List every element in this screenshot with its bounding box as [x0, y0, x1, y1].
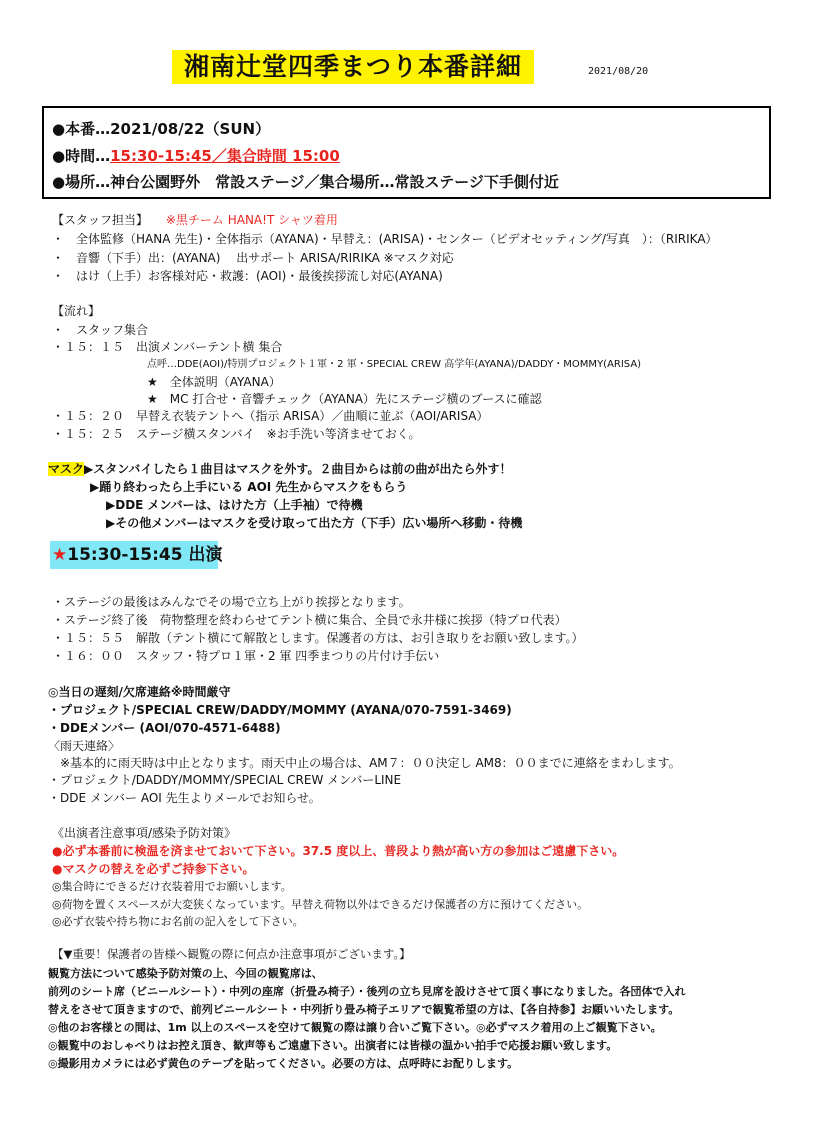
rain-line: ・DDE メンバー AOI 先生よりメールでお知らせ。: [48, 791, 321, 805]
guardians-heading: 【▼重要！保護者の皆様へ観覧の際に何点か注意事項がございます。】: [52, 947, 411, 961]
performance-date-row: [52, 118, 270, 139]
contact-heading: ◎当日の遅刻/欠席連絡※時間厳守: [48, 685, 231, 699]
after-line: ・ステージ終了後 荷物整理を終わらせてテント横に集合、全員で永井様に挨拶（特プロ代表）: [52, 613, 567, 627]
mask-line: ▶DDE メンバーは、はけた方（上手袖）で待機: [106, 498, 363, 512]
location: 場所…神台公園野外 常設ステージ／集合場所…常設ステージ下手側付近: [65, 173, 559, 191]
notes-red-line: ●マスクの替えを必ずご持参下さい。: [52, 862, 255, 876]
mask-row: [48, 460, 511, 477]
time-value: 15:30-15:45／集合時間 15:00: [110, 147, 340, 165]
notes-red-line: ●必ず本番前に検温を済ませておいて下さい。37.5 度以上、普段より熱が高い方の参加はご遠慮下さい。: [52, 844, 625, 858]
star-icon: ★: [52, 545, 68, 565]
mask-label: マスク: [48, 462, 85, 476]
notes-line: ◎荷物を置くスペースが大変狭くなっています。早替え荷物以外はできるだけ保護者の方に預けてください。: [52, 898, 589, 911]
bullet-icon: ●: [52, 120, 66, 138]
performance-label: 15:30-15:45 出演: [67, 545, 223, 565]
guardians-line: ◎観覧中のおしゃべりはお控え頂き、歓声等もご遠慮下さい。出演者には皆様の温かい拍手で応援お願い致します。: [48, 1039, 618, 1052]
after-line: ・１５：５５ 解散（テント横にて解散とします。保護者の方は、お引き取りをお願い致します。）: [52, 631, 584, 645]
flow-line: ・１５：２５ ステージ横スタンバイ ※お手洗い等済ませておく。: [52, 427, 421, 441]
contact-dde: ・DDEメンバー (AOI/070-4571-6488): [48, 721, 281, 735]
guardians-line: ◎他のお客様との間は、1m 以上のスペースを空けて観覧の際は譲り合いご覧下さい。◎必ずマスク着用の上ご観覧下さい。: [48, 1021, 662, 1034]
main-info-box: [42, 106, 771, 199]
performance-banner: [50, 541, 223, 569]
mask-line: ▶踊り終わったら上手にいる AOI 先生からマスクをもらう: [90, 480, 408, 494]
flow-line: ★ 全体説明（AYANA）: [147, 375, 281, 389]
staff-heading: 【スタッフ担当】: [52, 213, 149, 227]
time-row: [52, 145, 340, 166]
time-label: 時間…: [65, 147, 111, 165]
guardians-line: ◎撮影用カメラには必ず黄色のテープを貼ってください。必要の方は、点呼時にお配りします。: [48, 1057, 519, 1070]
page-title: 湘南辻堂四季まつり本番詳細: [172, 50, 534, 84]
notes-line: ◎必ず衣装や持ち物にお名前の記入をして下さい。: [52, 915, 304, 928]
flow-roll-call: 点呼…DDE(AOI)/特別プロジェクト１軍・2 軍・SPECIAL CREW 高学年(AYANA)/DADDY・MOMMY(ARISA): [147, 359, 642, 370]
flow-heading: 【流れ】: [52, 304, 101, 318]
staff-line: ・ 音響（下手）出：(AYANA) 出サポート ARISA/RIRIKA ※マスク対応: [52, 251, 454, 265]
flow-line: ★ MC 打合せ・音響チェック（AYANA）先にステージ横のブースに確認: [147, 392, 542, 406]
flow-line: ・ スタッフ集合: [52, 323, 149, 337]
guardians-line: 観覧方法について感染予防対策の上、今回の観覧席は、: [48, 967, 323, 980]
staff-line: ・ 全体監修（HANA 先生)・全体指示（AYANA)・早替え：(ARISA)・センター（ビデオセッティング/写真 ）：（RIRIKA）: [52, 232, 718, 246]
rain-line: ・プロジェクト/DADDY/MOMMY/SPECIAL CREW メンバーLINE: [48, 773, 402, 787]
bullet-icon: ●: [52, 147, 66, 165]
guardians-line: 前列のシート席（ビニールシート）・中列の座席（折畳み椅子）・後列の立ち見席を設けさせて頂く事になりました。各団体で入れ: [48, 985, 686, 998]
staff-note: ※黒チーム HANA!T シャツ着用: [165, 213, 338, 227]
document-date: 2021/08/20: [588, 66, 649, 77]
rain-heading: 〈雨天連絡〉: [48, 739, 121, 753]
notes-line: ◎集合時にできるだけ衣装着用でお願いします。: [52, 880, 292, 893]
mask-line: ▶その他メンバーはマスクを受け取って出た方（下手）広い場所へ移動・待機: [106, 516, 523, 530]
staff-heading-row: [52, 211, 338, 228]
after-line: ・１６：００ スタッフ・特プロ１軍・2 軍 四季まつりの片付け手伝い: [52, 649, 440, 663]
after-line: ・ステージの最後はみんなでその場で立ち上がり挨拶となります。: [52, 595, 411, 609]
staff-line: ・ はけ（上手）お客様対応・救護：(AOI)・最後挨拶流し対応(AYANA): [52, 269, 443, 283]
contact-project: ・プロジェクト/SPECIAL CREW/DADDY/MOMMY (AYANA/070-7591-3469): [48, 703, 512, 717]
location-row: [52, 171, 559, 192]
bullet-icon: ●: [52, 173, 66, 191]
flow-line: ・１５：１５ 出演メンバーテント横 集合: [52, 340, 283, 354]
rain-line: ※基本的に雨天時は中止となります。雨天中止の場合は、AM７：００決定し AM8：００までに連絡をまわします。: [60, 756, 681, 770]
guardians-line: 替えをさせて頂きますので、前列ビニールシート・中列折り畳み椅子エリアで観覧希望の方は、【各自持参】お願いいたします。: [48, 1003, 680, 1016]
performance-date: 本番…2021/08/22（SUN）: [65, 120, 271, 138]
mask-line: ▶スタンバイしたら１曲目はマスクを外す。２曲目からは前の曲が出たら外す！: [84, 462, 512, 476]
notes-heading: 《出演者注意事項/感染予防対策》: [52, 826, 237, 840]
flow-line: ・１５：２０ 早替え衣装テントへ（指示 ARISA）／曲順に並ぶ（AOI/ARISA）: [52, 409, 489, 423]
